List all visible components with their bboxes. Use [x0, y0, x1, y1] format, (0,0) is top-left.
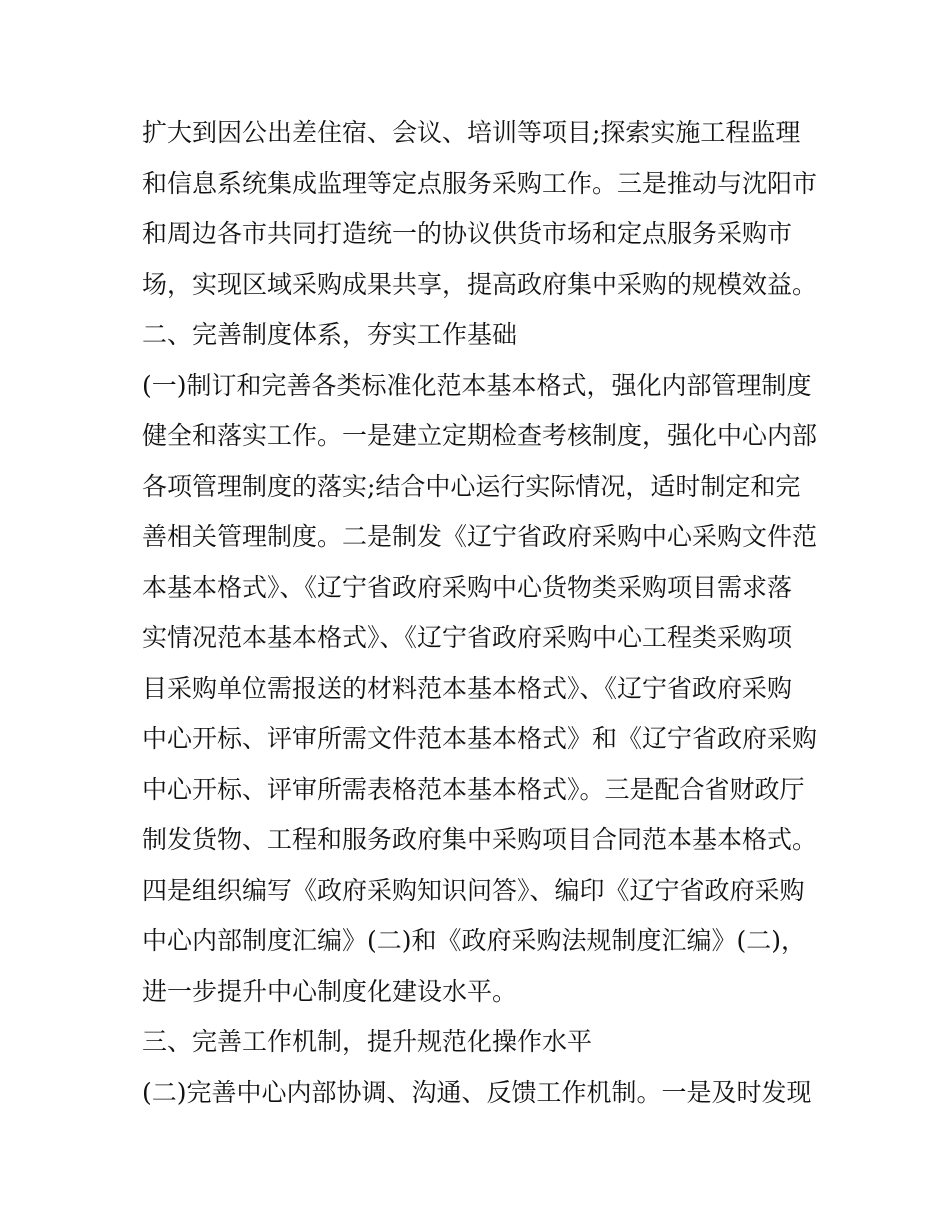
- text-line: 善相关管理制度。二是制发《辽宁省政府采购中心采购文件范: [142, 522, 818, 551]
- text-line: 扩大到因公出差住宿、会议、培训等项目;探索实施工程监理: [142, 118, 801, 147]
- body-text: [142, 108, 832, 1118]
- text-line: 目采购单位需报送的材料范本基本格式》、《辽宁省政府采购: [142, 673, 793, 703]
- text-line: 本基本格式》、《辽宁省政府采购中心货物类采购项目需求落: [142, 572, 793, 602]
- text-line: 进一步提升中心制度化建设水平。: [142, 976, 518, 1006]
- text-line: (二)完善中心内部协调、沟通、反馈工作机制。一是及时发现: [142, 1077, 812, 1107]
- text-line: 中心开标、评审所需表格范本基本格式》。三是配合省财政厅: [142, 774, 805, 804]
- text-line: 健全和落实工作。一是建立定期检查考核制度，强化中心内部: [142, 421, 818, 450]
- section-heading: 三、完善工作机制，提升规范化操作水平: [142, 1027, 593, 1056]
- text-line: (一)制订和完善各类标准化范本基本格式，强化内部管理制度: [142, 370, 812, 400]
- section-heading: 二、完善制度体系，夯实工作基础: [142, 320, 518, 349]
- text-line: 中心开标、评审所需文件范本基本格式》和《辽宁省政府采购: [142, 724, 818, 753]
- text-line: 场，实现区域采购成果共享，提高政府集中采购的规模效益。: [142, 269, 818, 299]
- text-line: 实情况范本基本格式》、《辽宁省政府采购中心工程类采购项: [142, 623, 793, 652]
- text-line: 中心内部制度汇编》(二)和《政府采购法规制度汇编》(二)，: [142, 926, 807, 955]
- text-line: 制发货物、工程和服务政府集中采购项目合同范本基本格式。: [142, 825, 818, 854]
- text-line: 各项管理制度的落实;结合中心运行实际情况，适时制定和完: [142, 471, 801, 501]
- text-line: 和周边各市共同打造统一的协议供货市场和定点服务采购市: [142, 219, 793, 248]
- text-line: 和信息系统集成监理等定点服务采购工作。三是推动与沈阳市: [142, 168, 818, 198]
- text-line: 四是组织编写《政府采购知识问答》、编印《辽宁省政府采购: [142, 875, 805, 905]
